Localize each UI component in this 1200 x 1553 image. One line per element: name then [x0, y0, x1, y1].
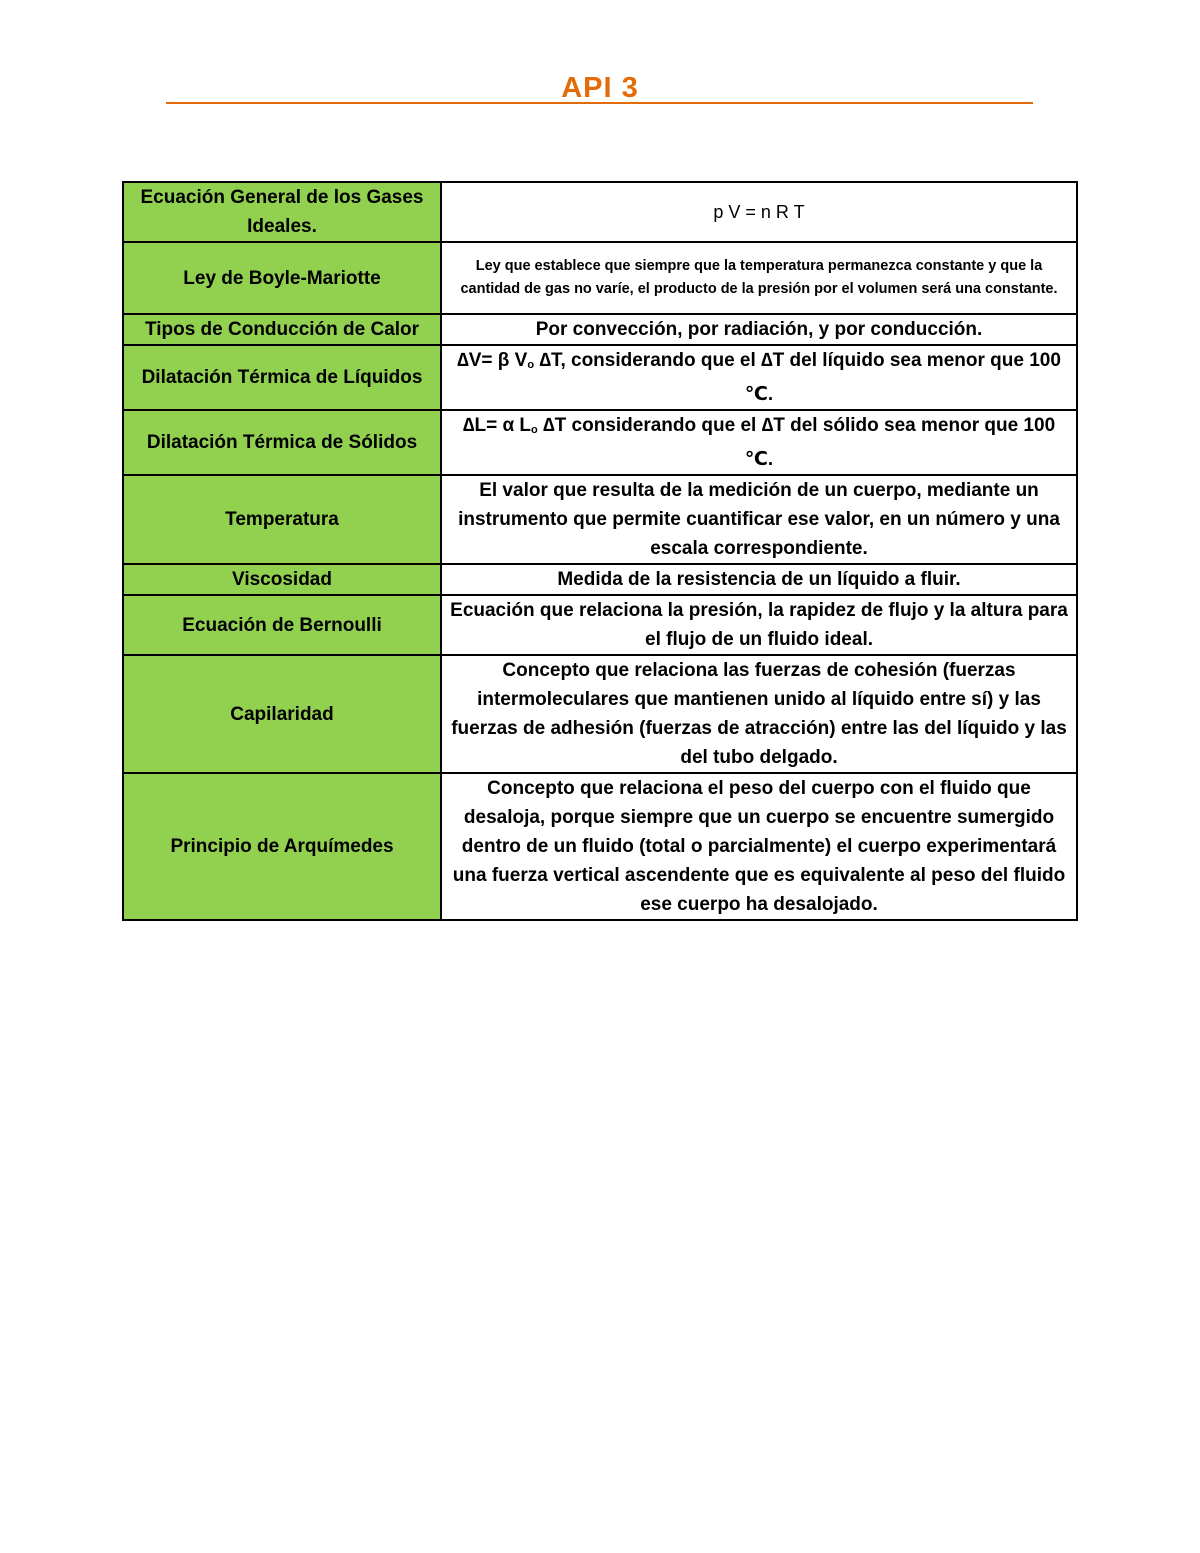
definition-cell: Ecuación que relaciona la presión, la rapidez de flujo y la altura para el flujo de un fluido ideal.: [441, 595, 1077, 655]
definition-cell: [441, 410, 1077, 475]
term-cell: Viscosidad: [123, 564, 441, 595]
table-row: [123, 242, 1077, 314]
term-cell: Dilatación Térmica de Sólidos: [123, 410, 441, 475]
table-row: [123, 595, 1077, 655]
subscript-text: o: [531, 424, 538, 436]
table-row: [123, 655, 1077, 773]
formula-text: ∆L= α L: [462, 415, 532, 436]
term-cell: Tipos de Conducción de Calor: [123, 314, 441, 345]
definition-cell: Por convección, por radiación, y por conducción.: [441, 314, 1077, 345]
definitions-table: [122, 181, 1078, 921]
term-cell: Ley de Boyle-Mariotte: [123, 242, 441, 314]
table-row: [123, 182, 1077, 242]
definition-cell: p V = n R T: [441, 182, 1077, 242]
table-row: [123, 475, 1077, 564]
table-row: [123, 564, 1077, 595]
table-row: [123, 345, 1077, 410]
term-cell: Ecuación de Bernoulli: [123, 595, 441, 655]
definition-cell: [441, 345, 1077, 410]
table-row: [123, 410, 1077, 475]
formula-condition-text: ∆T considerando que el ∆T del sólido sea menor que 100 ℃.: [537, 415, 1056, 470]
term-cell: Ecuación General de los Gases Ideales.: [123, 182, 441, 242]
subscript-text: o: [527, 359, 535, 371]
term-cell: Principio de Arquímedes: [123, 773, 441, 920]
definition-cell: Medida de la resistencia de un líquido a fluir.: [441, 564, 1077, 595]
definition-cell: Concepto que relaciona las fuerzas de cohesión (fuerzas intermoleculares que mantienen unido al líquido entre sí) y las fuerzas de adhesión (fuerzas de atracción) entre las del líquido y las del tubo delgado.: [441, 655, 1077, 773]
title-underline: [166, 102, 1033, 104]
term-cell: Dilatación Térmica de Líquidos: [123, 345, 441, 410]
formula-text: ∆V= β V: [457, 350, 528, 371]
definition-cell: El valor que resulta de la medición de un cuerpo, mediante un instrumento que permite cuantificar ese valor, en un número y una escala correspondiente.: [441, 475, 1077, 564]
document-title: API 3: [561, 72, 639, 104]
term-cell: Capilaridad: [123, 655, 441, 773]
definition-cell: Concepto que relaciona el peso del cuerpo con el fluido que desaloja, porque siempre que un cuerpo se encuentre sumergido dentro de un fluido (total o parcialmente) el cuerpo experimentará una fuerza vertical ascendente que es equivalente al peso del fluido ese cuerpo ha desalojado.: [441, 773, 1077, 920]
definition-cell: Ley que establece que siempre que la temperatura permanezca constante y que la cantidad de gas no varíe, el producto de la presión por el volumen será una constante.: [441, 242, 1077, 314]
table-row: [123, 773, 1077, 920]
term-cell: Temperatura: [123, 475, 441, 564]
formula-condition-text: ∆T, considerando que el ∆T del líquido sea menor que 100 ℃.: [534, 350, 1061, 405]
table-row: [123, 314, 1077, 345]
